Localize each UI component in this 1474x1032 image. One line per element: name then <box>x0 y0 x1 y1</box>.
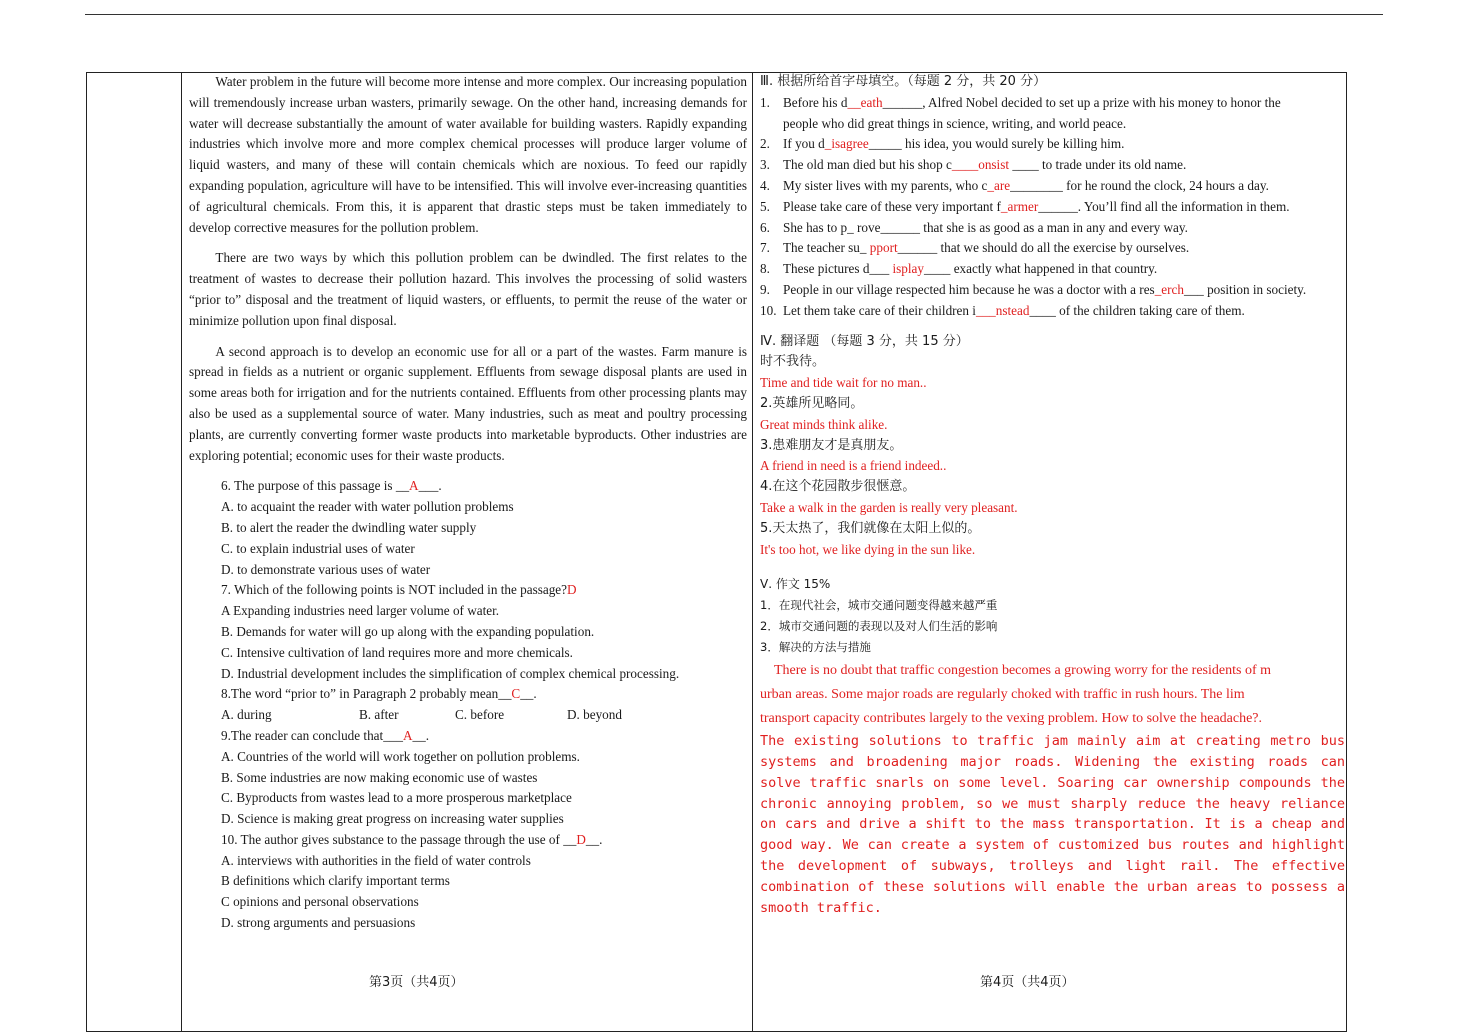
fill-item-continuation: people who did great things in science, writing, and world peace. <box>783 115 1127 131</box>
fill-item: 2. If you d_isagree_____ his idea, you would surely be killing him. <box>760 134 1345 155</box>
question-10: 10. The author gives substance to the passage through the use of __D__. A. interviews with authorities in the field of water controls B definitions which clarify important terms C opinions and personal observations D. strong arguments and persuasions <box>189 830 747 934</box>
page-footer-right: 第4页（共4页） <box>980 975 1075 990</box>
fill-item: 9. People in our village respected him because he was a doctor with a res_erch___ position in society. <box>760 280 1345 301</box>
answer: isplay <box>892 261 925 277</box>
essay-point: 3．解决的方法与措施 <box>760 640 871 655</box>
question-stem: 9.The reader can conclude that <box>221 727 384 743</box>
option: C opinions and personal observations <box>221 894 419 910</box>
answer: _isagree <box>824 136 869 152</box>
answer: _armer <box>1000 198 1039 214</box>
item-number: 9. <box>760 281 770 297</box>
translation-list <box>760 352 1345 560</box>
answer: C <box>511 686 521 702</box>
option: B. after <box>359 707 399 723</box>
fill-item: 5. Please take care of these very important f_armer______. You’ll find all the information in them. <box>760 197 1345 218</box>
answer: A <box>409 478 419 494</box>
section-5-title: Ⅴ. 作文 15% <box>760 577 831 592</box>
margin-divider <box>181 72 182 1032</box>
question-8: 8.The word “prior to” in Paragraph 2 probably mean__C__. A. during B. after C. before D. beyond <box>189 684 747 726</box>
option: B. Some industries are now making economic use of wastes <box>221 769 538 785</box>
answer: _erch <box>1154 281 1184 297</box>
section-4-title: Ⅳ. 翻译题 （每题 3 分，共 15 分） <box>760 333 969 349</box>
passage-paragraph-2: There are two ways by which this pollution problem can be dwindled. The first relates to the treatment of wastes to decrease their pollution hazard. This involves the processing of solid wasters “prior to” disposal and the treatment of liquid wasters, or effluents, to permit the reuse of the water or minimize pollution upon final disposal. <box>189 250 747 328</box>
answer: _are <box>987 177 1011 193</box>
passage-paragraph-1: Water problem in the future will become more intense and more complex. Our increasing population will tremendously increase urban wasters, primarily sewage. On the other hand, increasing demands for water will decrease substantially the amount of water available for building wasters. Rapidly expanding industries which involve more and more complex chemical processes will produce larger volume of liquid wasters, and many of these will contain chemicals which are noxious. To feed our rapidly expanding population, agriculture will have to be intensified. This will involve ever-increasing quantities of agricultural chemicals. From this, it is apparent that drastic steps must be taken immediately to develop corrective measures for the pollution problem. <box>189 74 747 235</box>
option: C. before <box>455 707 505 723</box>
answer: ____onsist <box>951 157 1010 173</box>
page-footer-left: 第3页（共4页） <box>369 975 464 990</box>
fill-item: 4. My sister lives with my parents, who c_are________ for he round the clock, 24 hours a day. <box>760 176 1345 197</box>
fill-in-list <box>760 93 1345 322</box>
column-divider <box>752 72 753 1032</box>
question-stem: 6. The purpose of this passage is <box>221 478 396 494</box>
translation-answer: A friend in need is a friend indeed.. <box>760 458 947 474</box>
item-number: 8. <box>760 261 770 277</box>
question-stem: 8.The word “prior to” in Paragraph 2 probably mean <box>221 686 499 702</box>
answer: ___nstead <box>975 302 1030 318</box>
option: D. strong arguments and persuasions <box>221 915 416 931</box>
translation-question: 3.患难朋友才是真朋友。 <box>760 437 903 453</box>
fill-item: 10. Let them take care of their children i___nstead____ of the children taking care of them. <box>760 301 1345 322</box>
question-7 <box>189 580 747 684</box>
header-rule <box>85 14 1383 15</box>
option: C. to explain industrial uses of water <box>221 540 415 556</box>
translation-question: 5.天太热了，我们就像在太阳上似的。 <box>760 520 981 536</box>
option: D. Industrial development includes the simplification of complex chemical processing. <box>221 665 680 681</box>
question-6: 6. The purpose of this passage is __A___. A. to acquaint the reader with water pollution problems B. to alert the reader the dwindling water supply C. to explain industrial uses of water D. to demonstrate various uses of water <box>189 476 747 580</box>
section-3-title: Ⅲ. 根据所给首字母填空。（每题 2 分，共 20 分） <box>760 74 1047 89</box>
question-stem: 7. Which of the following points is NOT included in the passage? <box>221 582 567 598</box>
fill-item: 8. These pictures d___ isplay____ exactly what happened in that country. <box>760 259 1345 280</box>
option: C. Byproducts from wastes lead to a more prosperous marketplace <box>221 790 572 806</box>
option: D. Science is making great progress on increasing water supplies <box>221 811 564 827</box>
option: D. to demonstrate various uses of water <box>221 561 431 577</box>
answer: pport <box>869 240 898 256</box>
option: A. interviews with authorities in the field of water controls <box>221 852 531 868</box>
passage-paragraph-3: A second approach is to develop an economic use for all or a part of the wastes. Farm manure is spread in fields as a nutrient or organic supplement. Effluents from sewage disposal plants are used in some areas both for irrigation and for the nutrients contained. Effluents from other processing plants may also be used as a supplemental source of water. Many industries, such as meat and poultry processing plants, are currently converting former waste products into marketable byproducts. Other industries are exploring potential; economic uses for their waste products. <box>189 343 747 463</box>
answer: __eath <box>847 94 883 110</box>
translation-answer: Time and tide wait for no man.. <box>760 375 927 391</box>
option: A. to acquaint the reader with water pollution problems <box>221 499 514 515</box>
essay-paragraph: The existing solutions to traffic jam mainly aim at creating metro bus systems and broadening major roads. Widening the existing roads can solve traffic snarls on some level. Soaring car ownership compounds the chronic annoying problem, so we must sharply reduce the heavy reliance on cars and drive a shift to the mass transportation. It is a cheap and good way. We can create a system of customized bus routes and highlight the development of subways, trolleys and light rail. The effective combination of these solutions will enable the urban areas to possess a smooth traffic. <box>760 733 1345 916</box>
essay-point: 1．在现代社会，城市交通问题变得越来越严重 <box>760 598 998 613</box>
item-number: 2. <box>760 136 770 152</box>
essay-text <box>760 659 1345 918</box>
answer: D <box>576 831 586 847</box>
left-column <box>189 72 747 934</box>
translation-question: 2.英雄所见略同。 <box>760 395 864 411</box>
fill-item: 7. The teacher su_ pport______ that we should do all the exercise by ourselves. <box>760 238 1345 259</box>
item-number: 4. <box>760 177 770 193</box>
option: B. Demands for water will go up along with the expanding population. <box>221 623 595 639</box>
translation-question: 时不我待。 <box>760 354 826 370</box>
fill-item: 1. Before his d__eath______, Alfred Nobel decided to set up a prize with his money to honor the <box>760 93 1345 114</box>
question-stem: 10. The author gives substance to the passage through the use of <box>221 831 564 847</box>
essay-point: 2．城市交通问题的表现以及对人们生活的影响 <box>760 619 998 634</box>
translation-answer: Take a walk in the garden is really very pleasant. <box>760 499 1018 515</box>
item-number: 5. <box>760 198 770 214</box>
fill-item: 6. She has to p_ rove______ that she is as good as a man in any and every way. <box>760 218 1345 239</box>
item-number: 10. <box>760 302 777 318</box>
option: B definitions which clarify important terms <box>221 873 450 889</box>
answer: A <box>402 727 413 743</box>
option: A Expanding industries need larger volume of water. <box>221 603 500 619</box>
option: A. Countries of the world will work together on pollution problems. <box>221 748 580 764</box>
essay-line: urban areas. Some major roads are regularly choked with traffic in rush hours. The lim <box>760 687 1245 703</box>
item-number: 7. <box>760 240 770 256</box>
answer: D <box>567 582 577 598</box>
translation-answer: It's too hot, we like dying in the sun like. <box>760 541 976 557</box>
option: B. to alert the reader the dwindling water supply <box>221 519 477 535</box>
item-number: 3. <box>760 157 770 173</box>
option: D. beyond <box>567 707 622 723</box>
translation-question: 4.在这个花园散步很惬意。 <box>760 479 916 495</box>
essay-line: transport capacity contributes largely to the vexing problem. How to solve the headache?. <box>760 711 1263 727</box>
question-9: 9.The reader can conclude that___A__. A. Countries of the world will work together on pollution problems. B. Some industries are now making economic use of wastes C. Byproducts from wastes lead to a more prosperous marketplace D. Science is making great progress on increasing water supplies <box>189 726 747 830</box>
item-number: 1. <box>760 94 770 110</box>
right-column <box>760 72 1345 918</box>
fill-item: 3. The old man died but his shop c____onsist ____ to trade under its old name. <box>760 155 1345 176</box>
option: A. during <box>221 707 272 723</box>
option: C. Intensive cultivation of land requires more and more chemicals. <box>221 644 573 660</box>
item-number: 6. <box>760 219 770 235</box>
translation-answer: Great minds think alike. <box>760 416 888 432</box>
essay-line: There is no doubt that traffic congestion becomes a growing worry for the residents of m <box>774 663 1271 679</box>
